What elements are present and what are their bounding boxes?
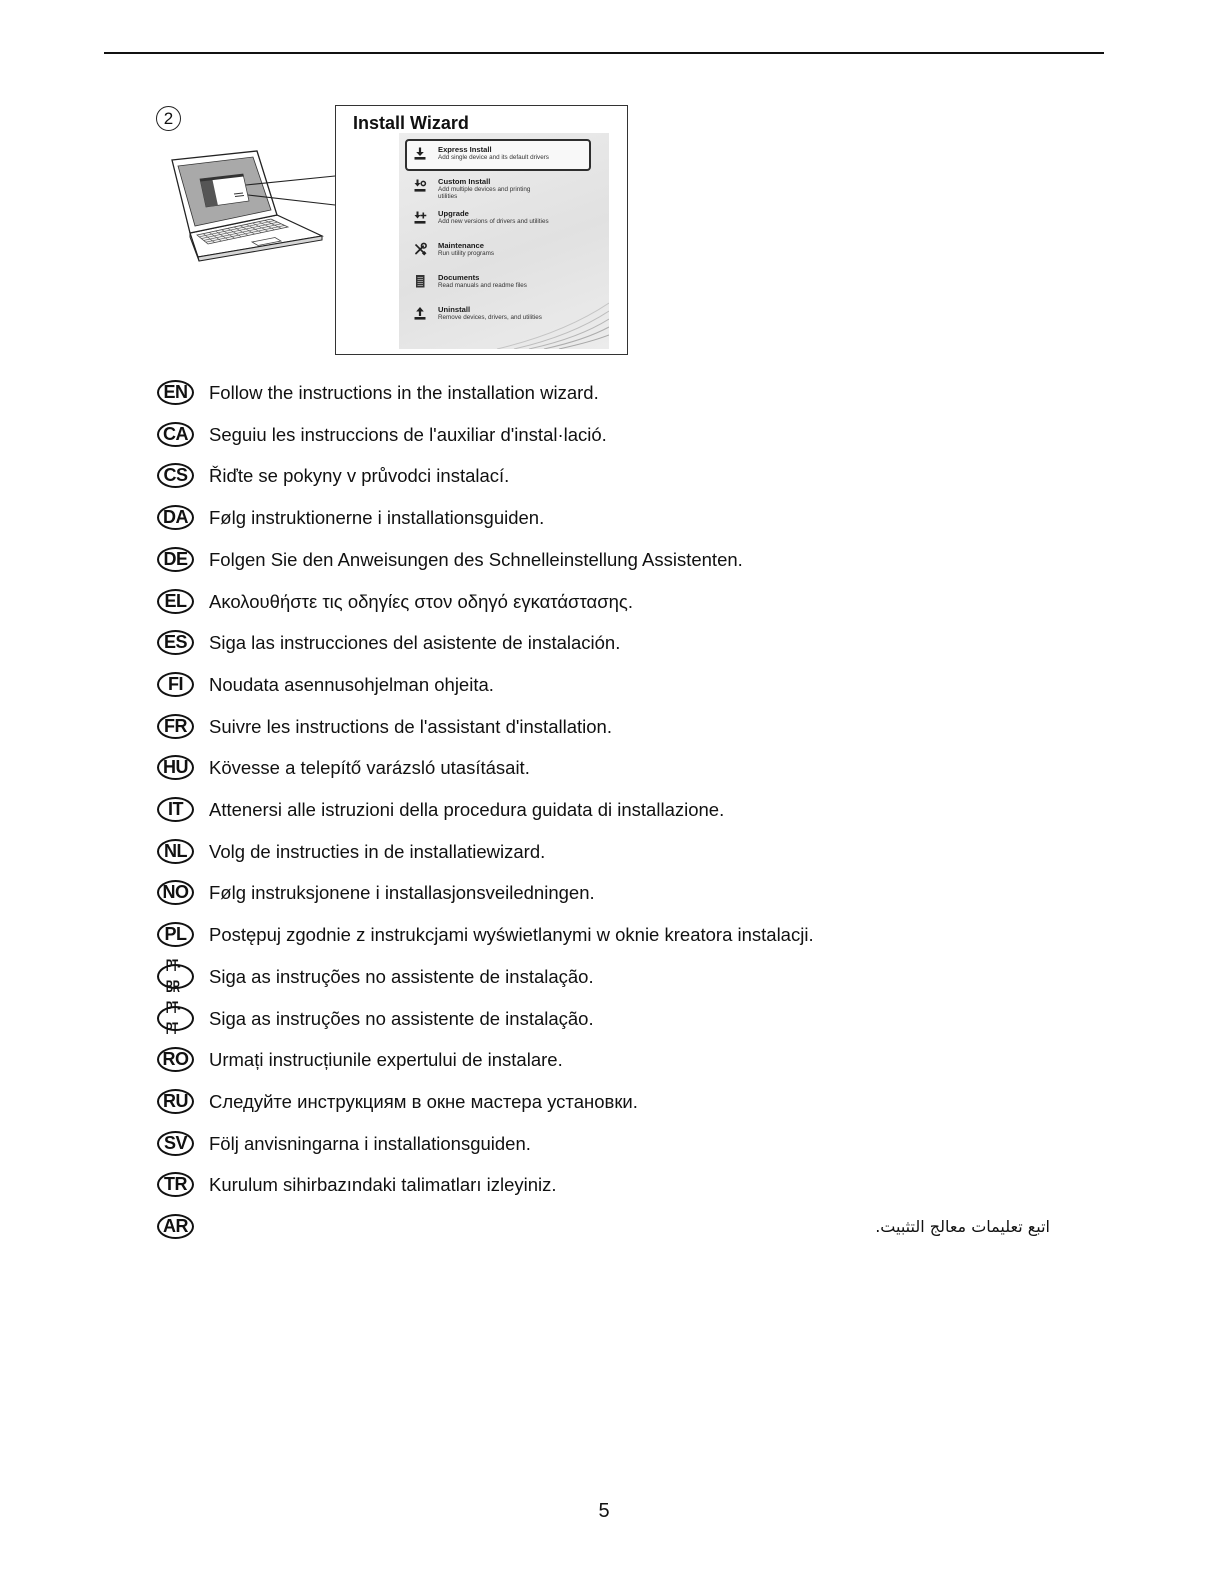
wizard-option-title: Uninstall xyxy=(438,305,471,314)
wizard-option-custom-install xyxy=(399,177,609,205)
laptop-illustration xyxy=(150,140,340,265)
description-line: Read manuals and readme files xyxy=(438,282,527,289)
instruction-row-pt-br xyxy=(0,956,1219,997)
language-code: AR xyxy=(163,1216,188,1236)
instruction-row-ca xyxy=(0,422,1219,447)
instruction-text: Suivre les instructions de l'assistant d'installation. xyxy=(209,715,612,737)
instruction-row-en xyxy=(0,380,1219,405)
language-badge xyxy=(157,1172,194,1197)
wizard-option-maintenance xyxy=(399,241,609,269)
wizard-option-description xyxy=(438,282,527,289)
instruction-row-da xyxy=(0,505,1219,530)
instruction-text: Attenersi alle istruzioni della procedura guidata di installazione. xyxy=(209,799,725,820)
language-badge xyxy=(157,922,194,947)
wizard-option-title: Express Install xyxy=(438,145,492,154)
instruction-text: Postępuj zgodnie z instrukcjami wyświetlanymi w oknie kreatora instalacji. xyxy=(209,924,814,946)
instruction-text: Seguiu les instruccions de l'auxiliar d'instal·lació. xyxy=(209,423,607,445)
wizard-option-description xyxy=(438,250,494,257)
language-code: PT-PT xyxy=(165,998,181,1038)
language-code: EL xyxy=(164,590,187,611)
instruction-text: اتبع تعليمات معالج التثبيت. xyxy=(875,1217,1050,1236)
instruction-row-nl xyxy=(0,839,1219,864)
language-badge xyxy=(157,1131,194,1156)
language-badge xyxy=(157,755,194,780)
language-code: CS xyxy=(163,465,188,486)
language-code: PT-BR xyxy=(165,956,181,997)
language-code: DE xyxy=(163,548,188,569)
instruction-text: Urmați instrucțiunile expertului de instalare. xyxy=(209,1049,563,1071)
instruction-text: Folgen Sie den Anweisungen des Schnelleinstellung Assistenten. xyxy=(209,548,743,570)
language-badge xyxy=(157,422,194,447)
instruction-row-no xyxy=(0,880,1219,905)
instruction-row-es xyxy=(0,630,1219,655)
instruction-row-fr xyxy=(0,714,1219,739)
tools-icon xyxy=(413,242,427,256)
wizard-option-upgrade xyxy=(399,209,609,237)
install-wizard-window xyxy=(335,105,628,355)
instruction-text: Kurulum sihirbazındaki talimatları izleyiniz. xyxy=(209,1174,557,1196)
language-code: RU xyxy=(163,1090,188,1111)
instruction-text: Noudata asennusohjelman ohjeita. xyxy=(209,673,494,695)
instruction-row-ru xyxy=(0,1089,1219,1114)
step-number: 2 xyxy=(156,106,181,131)
wizard-option-description xyxy=(438,314,542,321)
language-badge xyxy=(157,547,194,572)
language-code: IT xyxy=(168,799,183,819)
instruction-row-sv xyxy=(0,1131,1219,1156)
description-line: Add single device and its default drivers xyxy=(438,154,549,161)
wizard-option-title: Maintenance xyxy=(438,241,484,250)
instruction-text: Siga as instruções no assistente de instalação. xyxy=(209,1007,594,1029)
language-badge xyxy=(157,505,194,530)
language-badge xyxy=(157,1214,194,1239)
instruction-row-ro xyxy=(0,1047,1219,1072)
description-line: Add multiple devices and printing xyxy=(438,186,531,193)
page-number: 5 xyxy=(598,1500,610,1522)
wizard-option-title: Upgrade xyxy=(438,209,469,218)
language-code: RO xyxy=(162,1049,189,1070)
wizard-option-description xyxy=(438,154,549,161)
instruction-text: Kövesse a telepítő varázsló utasításait. xyxy=(209,757,530,779)
language-badge xyxy=(157,463,194,488)
language-code: EN xyxy=(163,382,188,402)
uninstall-icon xyxy=(413,306,427,320)
instruction-row-cs xyxy=(0,463,1219,488)
language-badge xyxy=(157,714,194,739)
wizard-option-description xyxy=(438,186,530,200)
instruction-row-it xyxy=(0,797,1219,822)
instruction-text: Følg instruktionerne i installationsguiden. xyxy=(209,507,545,529)
instruction-text: Follow the instructions in the installation wizard. xyxy=(209,382,599,403)
instruction-text: Volg de instructies in de installatiewizard. xyxy=(209,840,546,862)
language-badge xyxy=(157,1089,194,1114)
header-rule xyxy=(104,52,1104,54)
instruction-row-pt-pt xyxy=(0,998,1219,1038)
document-icon xyxy=(413,274,427,288)
language-code: ES xyxy=(163,632,187,653)
instruction-row-ar xyxy=(0,1214,1219,1239)
language-badge xyxy=(157,956,194,997)
instruction-text: Řiďte se pokyny v průvodci instalací. xyxy=(209,465,510,487)
language-badge xyxy=(157,589,194,614)
language-badge xyxy=(157,630,194,655)
language-code: DA xyxy=(163,507,188,528)
instruction-row-fi xyxy=(0,672,1219,697)
instruction-text: Følg instruksjonene i installasjonsveiledningen. xyxy=(209,882,595,904)
instruction-row-pl xyxy=(0,922,1219,947)
instruction-text: Siga as instruções no assistente de instalação. xyxy=(209,965,594,987)
language-badge xyxy=(157,797,194,822)
language-badge xyxy=(157,880,194,905)
language-badge xyxy=(157,672,194,697)
wizard-option-description xyxy=(438,218,549,225)
wizard-option-uninstall xyxy=(399,305,609,333)
language-code: NL xyxy=(164,840,187,861)
instruction-row-el xyxy=(0,589,1219,614)
description-line: Run utility programs xyxy=(438,250,494,257)
download-icon xyxy=(413,146,427,160)
language-code: FI xyxy=(168,673,183,694)
language-code: NO xyxy=(162,882,189,903)
language-badge xyxy=(157,998,194,1038)
language-code: TR xyxy=(164,1174,187,1195)
description-line: Remove devices, drivers, and utilities xyxy=(438,314,542,321)
instruction-text: Följ anvisningarna i installationsguiden. xyxy=(209,1132,531,1154)
instruction-row-de xyxy=(0,547,1219,572)
language-code: HU xyxy=(163,757,188,778)
description-line: Add new versions of drivers and utilities xyxy=(438,218,549,225)
wizard-option-documents xyxy=(399,273,609,301)
custom-install-icon xyxy=(413,178,427,192)
wizard-title: Install Wizard xyxy=(353,113,469,133)
upgrade-icon xyxy=(413,210,427,224)
instruction-text: Следуйте инструкциям в окне мастера установки. xyxy=(209,1090,638,1112)
instruction-text: Ακολουθήστε τις οδηγίες στον οδηγό εγκατάστασης. xyxy=(209,590,633,612)
wizard-panel xyxy=(399,133,609,349)
instruction-text: Siga las instrucciones del asistente de instalación. xyxy=(209,632,621,654)
instruction-row-hu xyxy=(0,755,1219,780)
language-badge xyxy=(157,1047,194,1072)
language-code: CA xyxy=(163,423,188,444)
language-code: FR xyxy=(164,715,187,736)
language-badge xyxy=(157,380,194,405)
instruction-row-tr xyxy=(0,1172,1219,1197)
language-code: PL xyxy=(164,924,187,945)
wizard-option-title: Custom Install xyxy=(438,177,491,186)
language-badge xyxy=(157,839,194,864)
language-code: SV xyxy=(163,1132,187,1153)
description-line: utilities xyxy=(438,193,458,200)
wizard-option-express-install xyxy=(399,145,609,173)
wizard-option-title: Documents xyxy=(438,273,480,282)
